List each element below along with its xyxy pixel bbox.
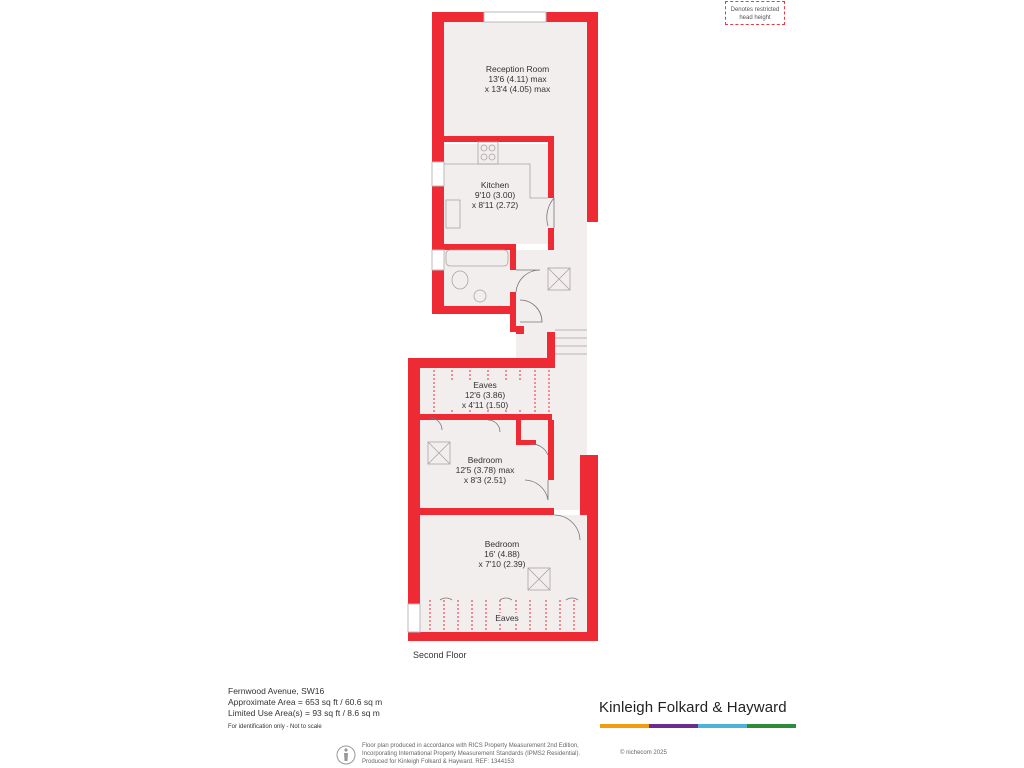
wall-right-lower [587,455,598,641]
eaves-top-dim2: x 4'11 (1.50) [461,400,509,410]
wall-right-upper [587,12,598,222]
brand-bar-orange [600,724,649,728]
credits-line2: Incorporating International Property Measurement Standards (IPMS2 Residential). [362,751,581,757]
bedroom1-dim2: x 8'3 (2.51) [463,475,507,485]
wall-bath-right [510,244,516,270]
credits-line1: Floor plan produced in accordance with RICS Property Measurement 2nd Edition, [362,743,579,749]
address-limited: Limited Use Area(s) = 93 sq ft / 8.6 sq m [228,708,380,718]
wall-kitchen-right [548,136,554,198]
reception-dim1: 13'6 (4.11) max [488,74,547,84]
credits-line3: Produced for Kinleigh Folkard & Hayward. REF: 1344153 [362,759,515,765]
wall-bedroom-divider [420,508,554,515]
brand-color-bars [600,724,796,728]
window-top [484,12,546,22]
window-bath [432,250,444,270]
legend-line1: Denotes restricted [730,7,780,13]
wall-stair-right [580,455,587,515]
label-bedroom1 [445,455,525,485]
label-kitchen [455,180,535,210]
brand-bar-green [747,724,796,728]
address-note: For identification only - Not to scale [228,724,322,730]
eaves-bottom-name: Eaves [495,613,519,623]
wall-landing-jog [516,326,524,334]
reception-dim2: x 13'4 (4.05) max [484,84,551,94]
measurement-standard-icon [336,744,356,766]
label-eaves-top [445,380,525,410]
wall-bath-bottom [432,306,516,314]
label-reception-room [465,64,570,94]
brand-logo-text: Kinleigh Folkard & Hayward [599,699,787,716]
eaves-top-name: Eaves [473,380,497,390]
restricted-height-legend [725,1,785,25]
window-kitchen [432,162,444,186]
floor-label: Second Floor [413,650,467,660]
wall-kitchen-top [444,136,554,142]
bedroom2-dim2: x 7'10 (2.39) [478,559,526,569]
bedroom1-name: Bedroom [467,455,503,465]
eaves-top-dim1: 12'6 (3.86) [464,390,506,400]
address-street: Fernwood Avenue, SW16 [228,686,325,696]
reception-name: Reception Room [485,64,550,74]
label-bedroom2 [462,539,542,569]
bedroom1-dim1: 12'5 (3.78) max [455,465,515,475]
niche-copyright: © nichecom 2025 [620,750,667,756]
window-eaves-right [408,604,420,632]
wall-kitchen-bottom [444,244,514,250]
address-area: Approximate Area = 653 sq ft / 60.6 sq m [228,697,383,707]
bedroom2-name: Bedroom [484,539,520,549]
bedroom2-dim1: 16' (4.88) [484,549,520,559]
legend-line2: head height [739,15,771,21]
wall-kitchen-right2 [548,228,554,250]
bathroom-floor [444,250,516,308]
address-block [228,686,382,731]
wall-bedroom1-right [548,420,554,480]
wall-lower-top [408,358,555,368]
credits-text [362,742,580,766]
brand-bar-blue [698,724,747,728]
wall-left-lower [408,358,420,641]
kitchen-dim2: x 8'11 (2.72) [471,200,519,210]
brand-bar-purple [649,724,698,728]
label-eaves-bottom [487,613,527,623]
kitchen-name: Kitchen [480,180,510,190]
wall-bottom [408,632,598,641]
kitchen-dim1: 9'10 (3.00) [474,190,516,200]
wall-eaves-divider2 [518,414,552,420]
